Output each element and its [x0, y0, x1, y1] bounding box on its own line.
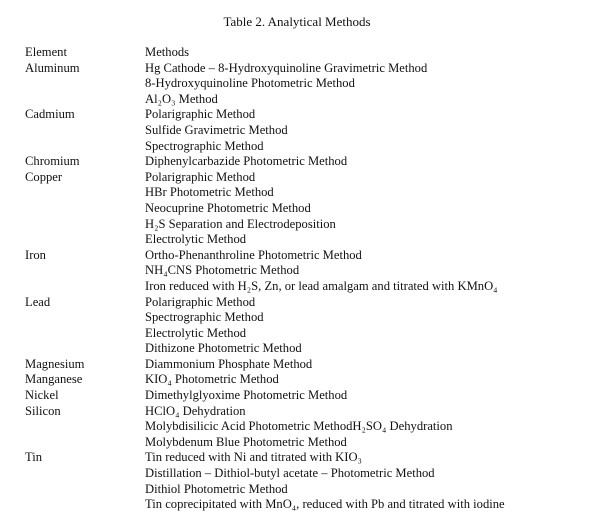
method-cell: Dithiol Photometric Method	[145, 481, 288, 496]
table-row	[25, 482, 585, 498]
table-header-row	[25, 45, 585, 61]
element-cell	[25, 435, 145, 451]
element-cell: Lead	[25, 294, 51, 309]
method-cell: Hg Cathode – 8-Hydroxyquinoline Gravimetric Method	[145, 60, 428, 75]
element-cell	[25, 419, 145, 435]
method-cell: Polarigraphic Method	[145, 294, 256, 309]
table-row	[25, 497, 585, 513]
element-cell	[25, 497, 145, 513]
method-cell: Neocuprine Photometric Method	[145, 200, 311, 215]
element-cell	[25, 92, 145, 108]
table-row	[25, 107, 585, 123]
element-cell	[25, 482, 145, 498]
method-cell: Dimethylglyoxime Photometric Method	[145, 388, 348, 403]
method-cell: Dithizone Photometric Method	[145, 341, 302, 356]
method-cell: Spectrographic Method	[145, 138, 264, 153]
table-row	[25, 123, 585, 139]
element-cell	[25, 326, 145, 342]
table-row	[25, 92, 585, 108]
table-row	[25, 279, 585, 295]
table-row	[25, 435, 585, 451]
method-cell: Electrolytic Method	[145, 232, 247, 247]
method-cell: KIO₄ Photometric Method	[145, 372, 279, 387]
table-row	[25, 404, 585, 420]
element-cell: Magnesium	[25, 356, 85, 371]
method-cell: Al₂O₃ Method	[145, 91, 218, 106]
element-cell: Nickel	[25, 388, 59, 403]
element-cell: Chromium	[25, 154, 80, 169]
table-row	[25, 326, 585, 342]
element-cell: Tin	[25, 450, 43, 465]
method-cell: Tin coprecipitated with MnO₄, reduced with Pb and titrated with iodine	[145, 497, 505, 512]
method-cell: Polarigraphic Method	[145, 107, 256, 122]
method-cell: Molybdenum Blue Photometric Method	[145, 434, 347, 449]
method-cell: Ortho-Phenanthroline Photometric Method	[145, 247, 362, 262]
element-cell	[25, 263, 145, 279]
method-cell: Molybdisilicic Acid Photometric MethodH₂SO₄ Dehydration	[145, 419, 453, 434]
method-cell: Sulfide Gravimetric Method	[145, 122, 288, 137]
element-cell	[25, 201, 145, 217]
table-row	[25, 295, 585, 311]
element-cell	[25, 466, 145, 482]
table-row	[25, 466, 585, 482]
element-cell	[25, 123, 145, 139]
table-row	[25, 61, 585, 77]
table-row	[25, 310, 585, 326]
table-row	[25, 201, 585, 217]
element-cell	[25, 139, 145, 155]
method-cell: Polarigraphic Method	[145, 169, 256, 184]
method-cell: HClO₄ Dehydration	[145, 403, 246, 418]
table-row	[25, 341, 585, 357]
table-row	[25, 76, 585, 92]
element-cell	[25, 76, 145, 92]
element-cell: Iron	[25, 247, 46, 262]
element-cell: Cadmium	[25, 107, 75, 122]
element-cell: Aluminum	[25, 60, 80, 75]
table-row	[25, 154, 585, 170]
table-row	[25, 170, 585, 186]
element-cell: Copper	[25, 169, 63, 184]
element-cell	[25, 341, 145, 357]
table-body	[25, 61, 585, 513]
method-cell: Spectrographic Method	[145, 310, 264, 325]
column-header-element: Element	[25, 45, 67, 59]
table-row	[25, 419, 585, 435]
element-cell: Manganese	[25, 372, 83, 387]
element-cell	[25, 217, 145, 233]
analytical-methods-table	[25, 45, 585, 513]
element-cell	[25, 185, 145, 201]
table-row	[25, 388, 585, 404]
table-row	[25, 232, 585, 248]
element-cell: Silicon	[25, 403, 61, 418]
table-row	[25, 450, 585, 466]
method-cell: Diammonium Phosphate Method	[145, 356, 313, 371]
method-cell: HBr Photometric Method	[145, 185, 274, 200]
table-row	[25, 217, 585, 233]
method-cell: Electrolytic Method	[145, 325, 247, 340]
table-row	[25, 139, 585, 155]
table-row	[25, 263, 585, 279]
column-header-methods: Methods	[145, 45, 190, 59]
method-cell: H₂S Separation and Electrodeposition	[145, 216, 336, 231]
method-cell: Distillation – Dithiol-butyl acetate – Photometric Method	[145, 466, 435, 481]
table-row	[25, 372, 585, 388]
method-cell: NH₄CNS Photometric Method	[145, 263, 300, 278]
table-row	[25, 185, 585, 201]
element-cell	[25, 310, 145, 326]
table-row	[25, 248, 585, 264]
table-caption: Table 2. Analytical Methods	[223, 14, 371, 29]
method-cell: 8-Hydroxyquinoline Photometric Method	[145, 76, 355, 91]
method-cell: Iron reduced with H₂S, Zn, or lead amalgam and titrated with KMnO₄	[145, 278, 498, 293]
table-row	[25, 357, 585, 373]
element-cell	[25, 279, 145, 295]
method-cell: Diphenylcarbazide Photometric Method	[145, 154, 348, 169]
element-cell	[25, 232, 145, 248]
method-cell: Tin reduced with Ni and titrated with KIO₃	[145, 450, 362, 465]
